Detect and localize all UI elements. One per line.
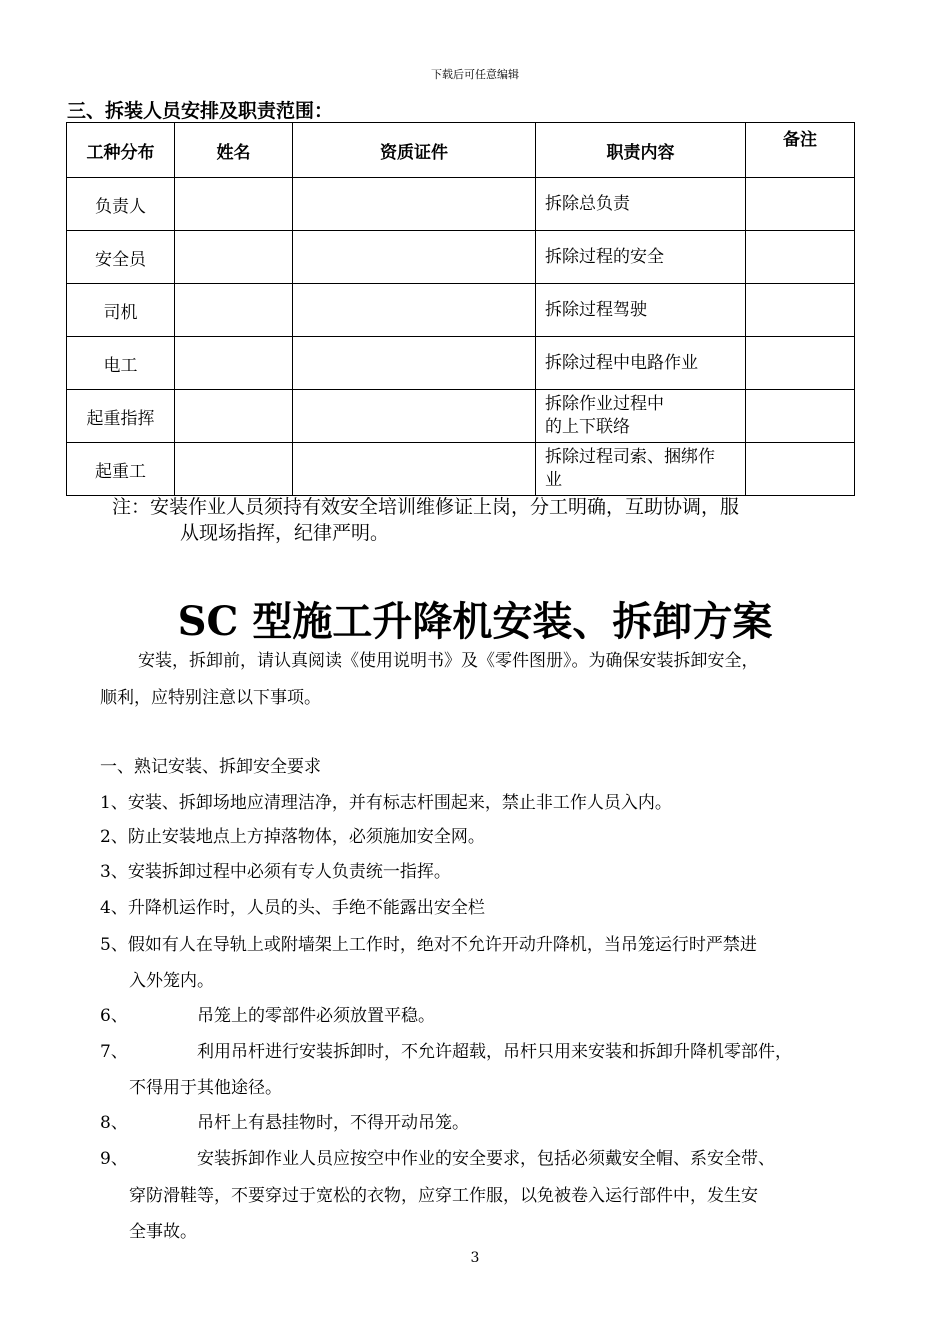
header-cell: 工种分布 <box>67 123 175 178</box>
name-cell <box>175 231 293 284</box>
remark-cell <box>746 231 855 284</box>
role-cell: 负责人 <box>67 178 175 231</box>
item-continuation: 入外笼内。 <box>129 971 214 991</box>
duty-line: 拆除过程驾驶 <box>545 299 647 320</box>
intro-line: 安装，拆卸前，请认真阅读《使用说明书》及《零件图册》。为确保安装拆卸安全， <box>138 651 759 671</box>
table-row <box>67 443 855 496</box>
note-line: 注：安装作业人员须持有效安全培训维修证上岗，分工明确，互助协调，服 <box>112 496 740 518</box>
item-text: 安装、拆卸场地应清理洁净，并有标志杆围起来，禁止非工作人员入内。 <box>127 793 672 813</box>
duty-line: 拆除总负责 <box>545 193 630 214</box>
item-text: 假如有人在导轨上或附墙架上工作时，绝对不允许开动升降机，当吊笼运行时严禁进 <box>127 935 757 955</box>
header-cell: 姓名 <box>175 123 293 178</box>
cert-cell <box>293 231 536 284</box>
remark-cell <box>746 178 855 231</box>
cert-cell <box>293 337 536 390</box>
role-cell: 安全员 <box>67 231 175 284</box>
section-title: 三、拆装人员安排及职责范围： <box>67 100 334 122</box>
duty-line: 拆除过程司索、捆绑作 <box>545 447 715 467</box>
duty-cell <box>536 284 746 337</box>
remark-cell <box>746 443 855 496</box>
list-item <box>100 788 672 813</box>
name-cell <box>175 337 293 390</box>
cert-cell <box>293 178 536 231</box>
duty-cell <box>536 443 746 496</box>
item-number: 8、 <box>100 1113 128 1133</box>
remark-cell <box>746 390 855 443</box>
document-title: SC 型施工升降机安装、拆卸方案 <box>177 598 773 645</box>
duty-line: 拆除过程中电路作业 <box>545 352 698 373</box>
item-number: 3、 <box>100 862 128 882</box>
remark-cell <box>746 284 855 337</box>
staff-table <box>66 122 855 496</box>
item-text: 吊杆上有悬挂物时，不得开动吊笼。 <box>197 1113 469 1133</box>
role-cell: 起重指挥 <box>67 390 175 443</box>
list-item <box>100 893 485 918</box>
list-item <box>100 930 757 955</box>
header-cell: 资质证件 <box>293 123 536 178</box>
table-note <box>112 494 857 546</box>
subsection-heading: 一、熟记安装、拆卸安全要求 <box>100 757 321 777</box>
duty-cell <box>536 231 746 284</box>
name-cell <box>175 284 293 337</box>
item-number: 5、 <box>100 935 128 955</box>
list-item <box>100 857 451 882</box>
header-cell: 职责内容 <box>536 123 746 178</box>
role-cell: 司机 <box>67 284 175 337</box>
page-number: 3 <box>470 1250 480 1266</box>
name-cell <box>175 443 293 496</box>
table-header-row <box>67 123 855 178</box>
item-number: 4、 <box>100 898 128 918</box>
table-row <box>67 390 855 443</box>
name-cell <box>175 178 293 231</box>
item-number: 2、 <box>100 827 128 847</box>
duty-cell <box>536 390 746 443</box>
item-continuation: 全事故。 <box>129 1222 197 1242</box>
duty-line: 的上下联络 <box>545 417 630 437</box>
item-continuation: 不得用于其他途径。 <box>129 1078 282 1098</box>
page-header: 下载后可任意编辑 <box>431 68 519 81</box>
remark-cell <box>746 337 855 390</box>
item-number: 1、 <box>100 793 128 813</box>
note-line: 从现场指挥，纪律严明。 <box>180 522 390 544</box>
table-row <box>67 284 855 337</box>
item-number: 6、 <box>100 1006 128 1026</box>
duty-cell <box>536 178 746 231</box>
name-cell <box>175 390 293 443</box>
duty-line: 拆除过程的安全 <box>545 246 664 267</box>
table-row <box>67 231 855 284</box>
item-text: 安装拆卸过程中必须有专人负责统一指挥。 <box>127 862 451 882</box>
header-cell: 备注 <box>746 123 855 178</box>
role-cell: 电工 <box>67 337 175 390</box>
duty-cell <box>536 337 746 390</box>
cert-cell <box>293 443 536 496</box>
item-text: 防止安装地点上方掉落物体，必须施加安全网。 <box>127 827 485 847</box>
intro-line: 顺利，应特别注意以下事项。 <box>100 688 321 708</box>
list-item <box>100 822 485 847</box>
item-text: 升降机运作时，人员的头、手绝不能露出安全栏 <box>127 898 485 918</box>
table-row <box>67 178 855 231</box>
cert-cell <box>293 390 536 443</box>
item-number: 9、 <box>100 1149 128 1169</box>
item-text: 吊笼上的零部件必须放置平稳。 <box>197 1006 435 1026</box>
item-number: 7、 <box>100 1042 128 1062</box>
cert-cell <box>293 284 536 337</box>
item-text: 安装拆卸作业人员应按空中作业的安全要求，包括必须戴安全帽、系安全带、 <box>197 1149 775 1169</box>
item-continuation: 穿防滑鞋等，不要穿过于宽松的衣物，应穿工作服，以免被卷入运行部件中，发生安 <box>129 1186 758 1206</box>
item-text: 利用吊杆进行安装拆卸时，不允许超载，吊杆只用来安装和拆卸升降机零部件， <box>197 1042 792 1062</box>
duty-line: 业 <box>545 470 562 490</box>
duty-line: 拆除作业过程中 <box>545 394 664 414</box>
table-row <box>67 337 855 390</box>
role-cell: 起重工 <box>67 443 175 496</box>
